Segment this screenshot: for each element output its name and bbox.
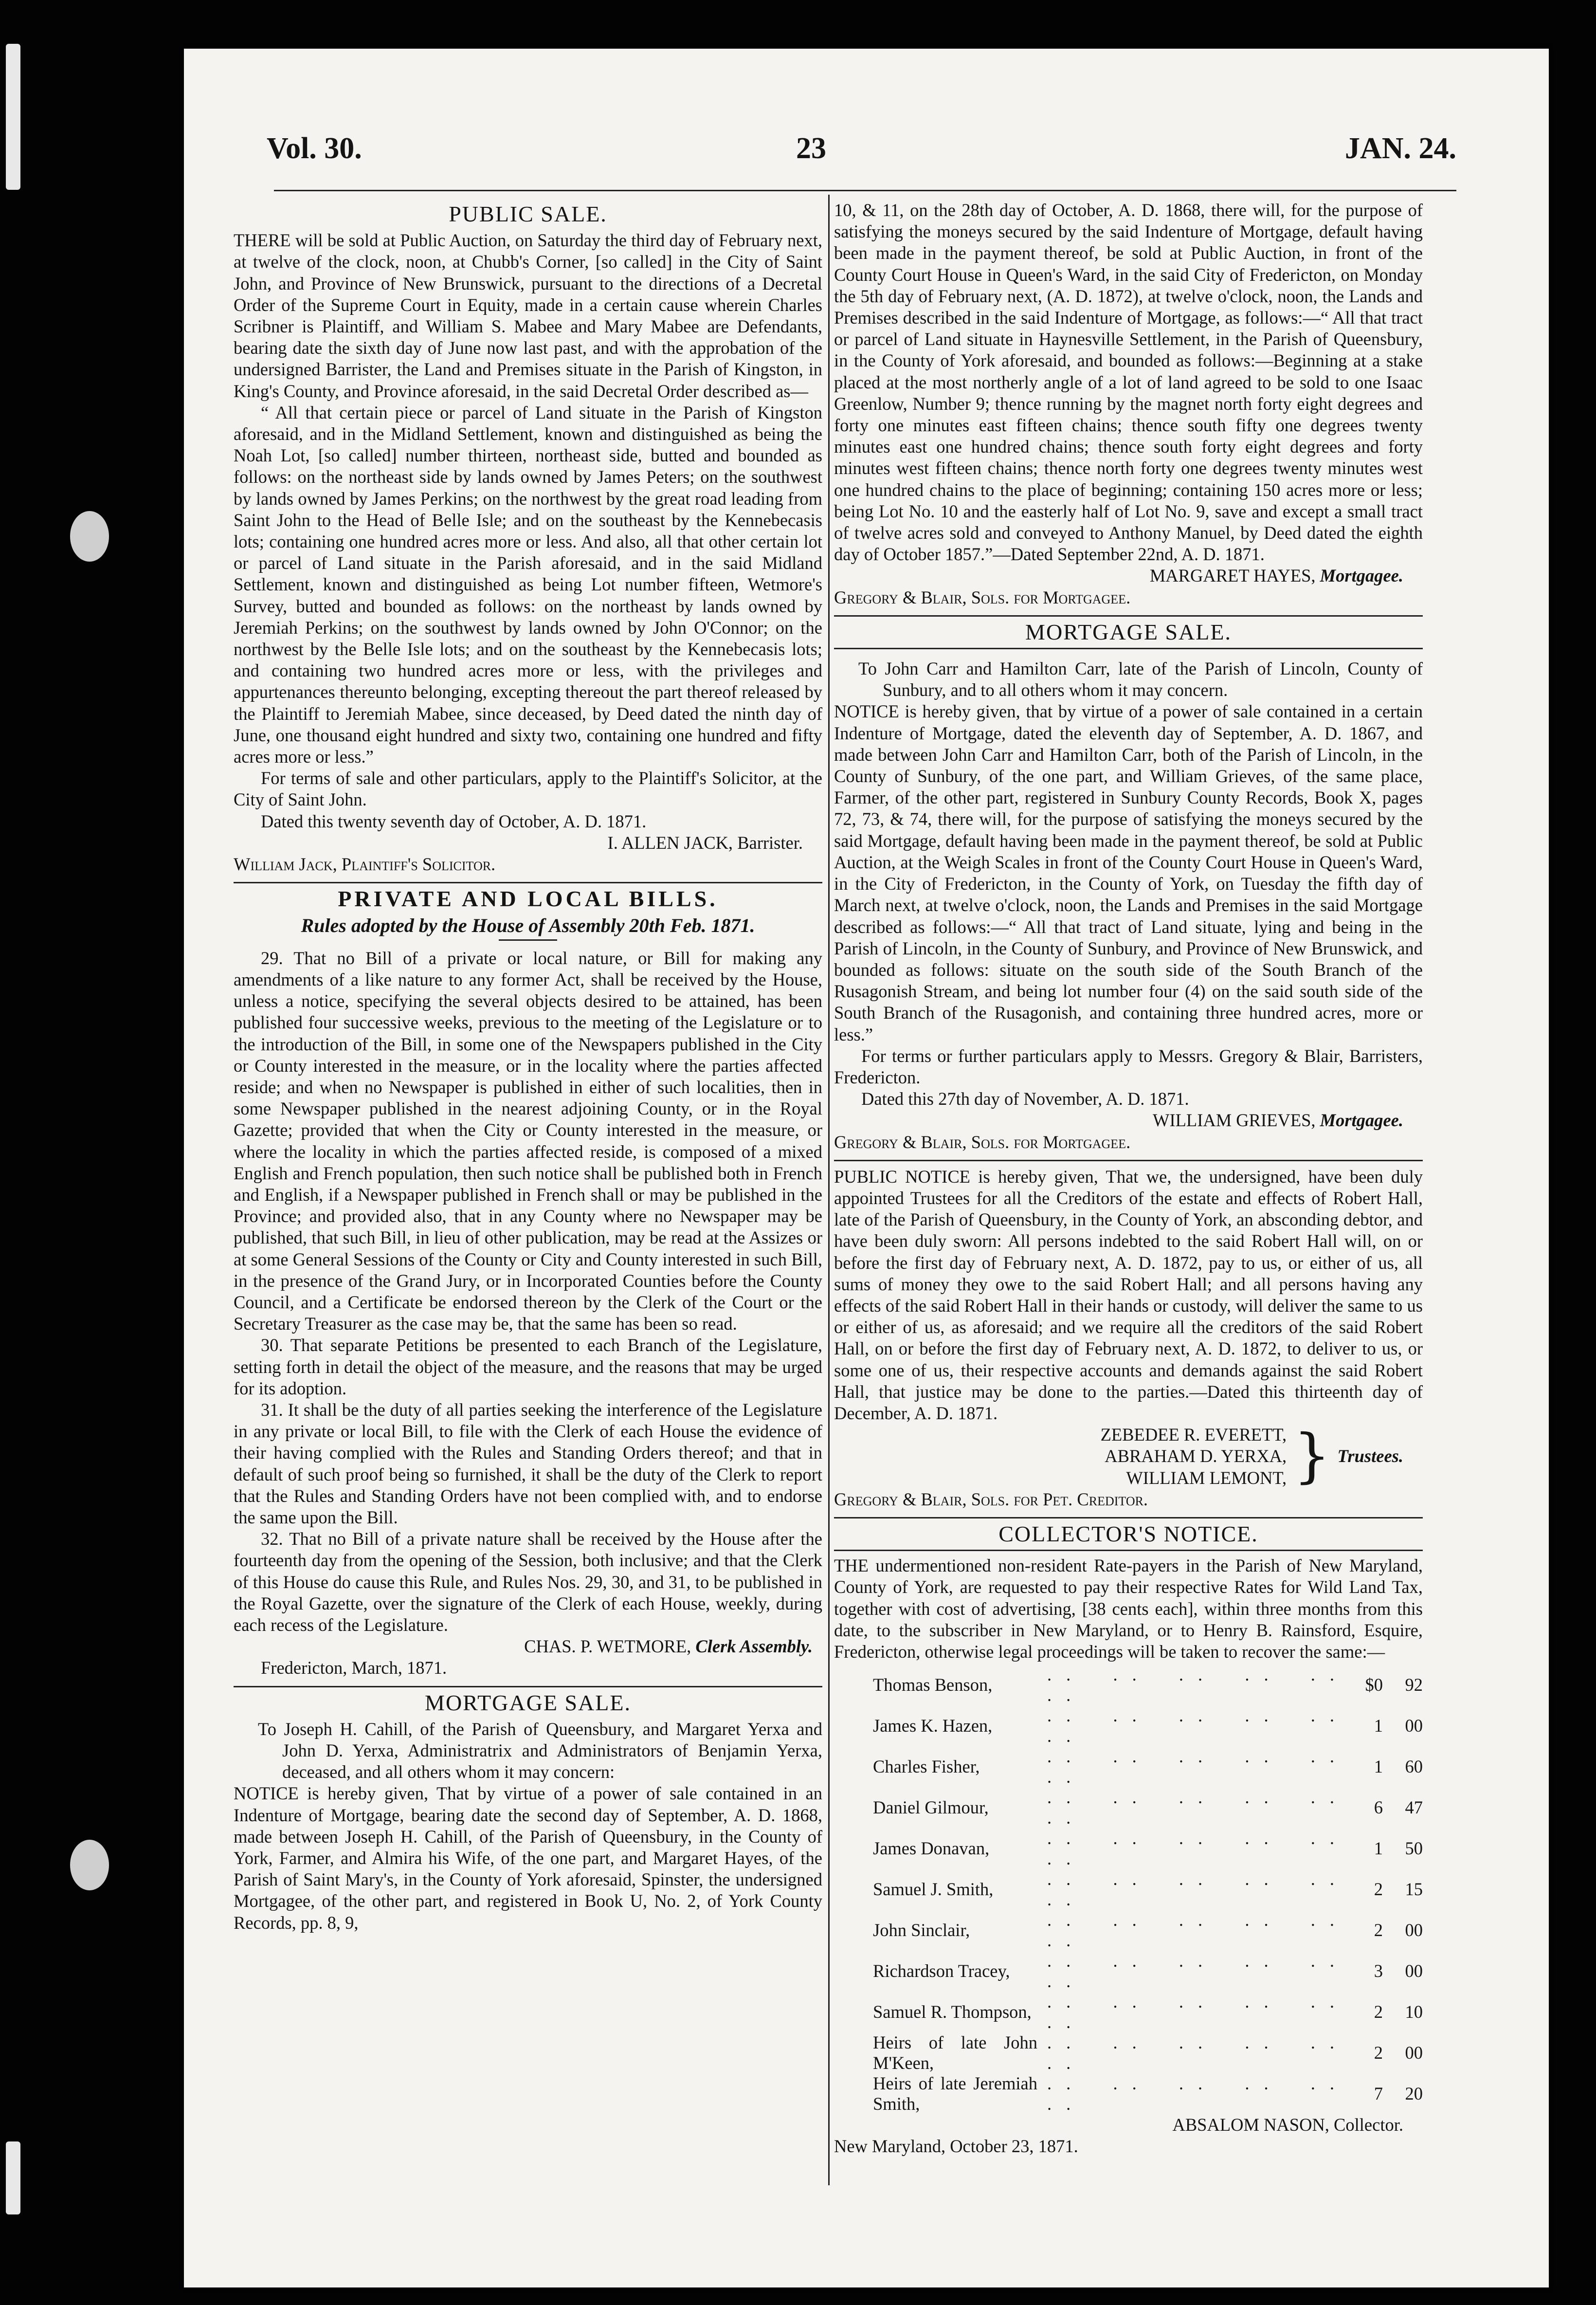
rate-dollars: 1	[1374, 1716, 1383, 1736]
rate-cents: 00	[1405, 1920, 1423, 1940]
ratepayer-row	[873, 2073, 1423, 2114]
ratepayer-name: Samuel J. Smith,	[873, 1879, 994, 1900]
ratepayer-name: Heirs of late John M'Keen,	[873, 2032, 1037, 2073]
ratepayer-name: James K. Hazen,	[873, 1716, 993, 1736]
signer-name: CHAS. P. WETMORE,	[524, 1636, 691, 1657]
notice-body: THERE will be sold at Public Auction, on Saturday the third day of February next, at twelve of the clock, noon, at Chubb's Corner, [so called] in the City of Saint John, and Province of New Brunswick, pursuant to the directions of a Decretal Order of the Supreme Court in Equity, made in a certain cause wherein Charles Scribner is Plaintiff, and William S. Mabee and Mary Mabee are Defendants, bearing date the sixth day of June now last past, and with the approbation of the undersigned Barrister, the Land and Premises situate in the Parish of Kingston, in King's County, and Province aforesaid, in the said Decretal Order described as—	[234, 230, 822, 401]
private-bills-notice	[234, 888, 822, 1679]
film-edge-mark	[6, 2141, 20, 2214]
rule-31: 31. It shall be the duty of all parties seeking the interference of the Legislature in any private or local Bill, to file with the Clerk of each House the evidence of their having complied with the Rules and Standing Orders thereof; and that in default of such proof being so furnished, it shall be the duty of the Clerk to report that the Rules and Standing Orders have not been complied with, and to endorse the same upon the Bill.	[234, 1399, 822, 1527]
mortgage-sale-notice	[834, 619, 1423, 1153]
rate-cents: 00	[1405, 1716, 1423, 1736]
dot-leader: .. .. .. .. .. ..	[1047, 2073, 1349, 2114]
dot-leader: .. .. .. .. .. ..	[1047, 1828, 1349, 1869]
section-rule	[834, 648, 1423, 649]
section-rule	[234, 882, 822, 883]
notice-body: PUBLIC NOTICE is hereby given, That we, the undersigned, have been duly appointed Trustees for all the Creditors of the estate and effects of Robert Hall, late of the Parish of Queensbury, in the County of York, an absconding debtor, and have been duly sworn: All persons indebted to the said Robert Hall will, on or before the first day of February next, A. D. 1872, pay to us, or either of us, all sums of money they owe to the said Robert Hall; and all persons having any effects of the said Robert Hall in their hands or custody, will deliver the same to us or either of us, as aforesaid; and we require all the creditors of the said Robert Hall, on or before the first day of February next, A. D. 1872, to deliver to us, or some one of us, their respective accounts and demands against the said Robert Hall, that justice may be done to the parties.—Dated this thirteenth day of December, A. D. 1871.	[834, 1166, 1423, 1423]
brace-glyph: }	[1293, 1422, 1331, 1490]
ratepayer-name: James Donavan,	[873, 1838, 990, 1859]
collectors-notice	[834, 1523, 1423, 2158]
ratepayer-row	[873, 1828, 1423, 1869]
notice-address: To John Carr and Hamilton Carr, late of the Parish of Lincoln, County of Sunbury, and to all others whom it may concern.	[858, 659, 1423, 700]
signer-role: Mortgagee.	[1320, 566, 1403, 586]
solicitor-line: William Jack, Plaintiff's Solicitor.	[234, 854, 496, 875]
rate-cents: 50	[1405, 1838, 1423, 1859]
ratepayer-row	[873, 1705, 1423, 1746]
ratepayer-table	[873, 1665, 1423, 2114]
notice-body: NOTICE is hereby given, that by virtue of a power of sale contained in a certain Indenture of Mortgage, dated the eleventh day of September, A. D. 1867, and made between John Carr and Hamilton Carr, both of the Parish of Lincoln, in the County of Sunbury, of the one part, and William Grieves, of the same place, Farmer, of the other part, registered in Sunbury County Records, Book X, pages 72, 73, & 74, there will, for the purpose of satisfying the moneys secured by the said Mortgage, default having been made in the payment thereof, be sold at Public Auction, at the Weigh Scales in front of the County Court House in Queen's Ward, in the City of Fredericton, in the County of York, on Tuesday the fifth day of March next, at twelve o'clock, noon, the Lands and Premises in the said Mortgage described as follows:—“ All that tract of Land situate, lying and being in the Parish of Lincoln, in the County of Sunbury, and Province of New Brunswick, and bounded as follows: situate on the south side of the South Branch of the Rusagonish Stream, and being lot number four (4) on the said south side of the South Branch of the Rusagonish, and containing three hundred acres, more or less.”	[834, 701, 1423, 1044]
rate-dollars: 2	[1374, 2043, 1383, 2063]
dot-leader: .. .. .. .. .. ..	[1047, 1992, 1349, 2032]
rate-cents: 00	[1405, 2043, 1423, 2063]
place-date-line: Fredericton, March, 1871.	[261, 1658, 447, 1678]
ratepayer-name: Thomas Benson,	[873, 1675, 993, 1695]
ratepayer-row	[873, 1665, 1423, 1705]
mortgage-sale-continued	[834, 200, 1423, 608]
trustees-role: Trustees.	[1337, 1446, 1403, 1466]
section-rule	[834, 615, 1423, 617]
rate-cents: 10	[1405, 2002, 1423, 2022]
dot-leader: .. .. .. .. .. ..	[1047, 2032, 1349, 2073]
property-description: “ All that certain piece or parcel of Land situate in the Parish of Kingston aforesaid, and in the Midland Settlement, known and distinguished as being the Noah Lot, [so called] number thirteen, northeast side, butted and bounded as follows: on the northeast side by lands owned by James Peters; on the southwest by lands owned by James Perkins; on the northwest by the great road leading from Saint John to the Head of Belle Isle; and on the southeast by the Kennebecasis lots; containing one hundred acres more or less. And also, all that other certain lot or parcel of Land situate in the Parish aforesaid, and in the said Midland Settlement, known and distinguished as being Lot number fifteen, Wetmore's Survey, butted and bounded as follows: on the northeast by lands owned by Jeremiah Perkins; on the southwest by lands owned by John O'Connor; on the northwest by the Belle Isle lots; and on the southeast by the Kennebecasis lots; and containing two hundred acres more or less, with the privileges and appurtenances thereunto belonging, excepting thereout the part thereof released by the Plaintiff to Jeremiah Mabee, since deceased, by Deed dated the ninth day of June, one thousand eight hundred and sixty two, containing one hundred and fifty acres more or less.”	[234, 402, 822, 767]
notice-body: 10, & 11, on the 28th day of October, A. D. 1868, there will, for the purpose of satisfying the moneys secured by the said Indenture of Mortgage, default having been made in the payment thereof, be sold at Public Auction, in front of the County Court House in Queen's Ward, in the said City of Fredericton, on Monday the 5th day of February next, (A. D. 1872), at twelve o'clock, noon, the Lands and Premises described in the said Indenture of Mortgage, as follows:—“ All that tract or parcel of Land situate in Haynesville Settlement, in the Parish of Queensbury, in the County of York aforesaid, and bounded as follows:—Beginning at a stake placed at the most northerly angle of a lot of land agreed to be sold to one Isaac Greenlow, Number 9; thence running by the magnet north forty eight degrees and forty one minutes east fifteen chains; thence south fifty one degrees twenty minutes east one hundred chains; thence south forty eight degrees and forty minutes west fifteen chains; thence north forty one degrees twenty minutes west one hundred chains to the place of beginning; containing 150 acres more or less; being Lot No. 10 and the easterly half of Lot No. 9, save and except a small tract of twelve acres sold and conveyed to Anthony Manuel, by Deed dated the eighth day of October 1857.”—Dated September 22nd, A. D. 1871.	[834, 200, 1423, 565]
signature	[234, 1636, 822, 1657]
ratepayer-row	[873, 1992, 1423, 2032]
rate-cents: 92	[1405, 1675, 1423, 1695]
ratepayer-name: Richardson Tracey,	[873, 1961, 1010, 1981]
section-rule	[234, 1686, 822, 1687]
section-title: PUBLIC SALE.	[449, 201, 607, 226]
rate-cents: 20	[1405, 2084, 1423, 2104]
rate-cents: 47	[1405, 1797, 1423, 1818]
mortgage-sale-notice	[234, 1692, 822, 1934]
dot-leader: .. .. .. .. .. ..	[1047, 1665, 1349, 1705]
dot-leader: .. .. .. .. .. ..	[1047, 1787, 1349, 1828]
dot-leader: .. .. .. .. .. ..	[1047, 1951, 1349, 1992]
rate-dollars: 6	[1374, 1797, 1383, 1818]
header-rule	[274, 190, 1456, 191]
dated-line: Dated this 27th day of November, A. D. 1871.	[861, 1089, 1189, 1109]
ratepayer-row	[873, 1746, 1423, 1787]
rate-dollars: 2	[1374, 1920, 1383, 1940]
trustee-name: WILLIAM LEMONT,	[1126, 1467, 1287, 1488]
volume-number: Vol. 30.	[267, 132, 362, 165]
signature	[834, 1110, 1423, 1131]
punch-hole	[70, 511, 109, 562]
section-rule	[834, 1550, 1423, 1551]
signature	[834, 565, 1423, 586]
ratepayer-name: Samuel R. Thompson,	[873, 2002, 1032, 2022]
ratepayer-name: Heirs of late Jeremiah Smith,	[873, 2073, 1037, 2114]
public-sale-notice	[234, 203, 822, 875]
left-column	[234, 200, 822, 1934]
dated-line: Dated this twenty seventh day of October, A. D. 1871.	[261, 811, 647, 831]
rate-dollars: 1	[1374, 1838, 1383, 1859]
issue-date: JAN. 24.	[1344, 132, 1456, 165]
ratepayer-row	[873, 2032, 1423, 2073]
signer-name: MARGARET HAYES,	[1149, 566, 1316, 586]
rule-32: 32. That no Bill of a private nature shall be received by the House after the fourteenth day from the opening of the Session, both inclusive; and that the Clerk of this House do cause this Rule, and Rules Nos. 29, 30, and 31, to be published in the Royal Gazette, over the signature of the Clerk of each House, weekly, during each recess of the Legislature.	[234, 1529, 822, 1635]
solicitor-line: Gregory & Blair, Sols. for Pet. Creditor.	[834, 1489, 1148, 1509]
rate-dollars: 7	[1374, 2084, 1383, 2104]
signer-role: Mortgagee.	[1320, 1110, 1403, 1131]
dot-leader: .. .. .. .. .. ..	[1047, 1746, 1349, 1787]
page-number: 23	[796, 132, 826, 165]
rate-dollars: 3	[1374, 1961, 1383, 1981]
page-header	[184, 131, 1549, 190]
section-rule	[834, 1517, 1423, 1518]
rate-dollars: 2	[1374, 2002, 1383, 2022]
trustee-name: ABRAHAM D. YERXA,	[1105, 1446, 1287, 1466]
rule-29: 29. That no Bill of a private or local nature, or Bill for making any amendments of a like nature to any former Act, shall be received by the House, unless a notice, specifying the several objects desired to be attained, has been published four successive weeks, previous to the meeting of the Legislature or to the introduction of the Bill, in some one of the Newspapers published in the City or County interested in the measure, or in the locality where the parties affected reside; and when no Newspaper is published in either of such localities, then in some Newspaper published in the nearest adjoining County, or in the Royal Gazette; provided that when the City or County interested in the measure, or where the locality in which the parties affected reside, is composed of a mixed English and French population, then such notice shall be published both in French and English, if a Newspaper published in French shall or may be published in the Province; and provided also, that in any County where no Newspaper may be published, that such Bill, in lieu of other publication, may be read at the Assizes or at some General Sessions of the County or City and County interested in such Bill, in the presence of the Grand Jury, or in Incorporated Counties before the County Council, and a Certificate be endorsed thereon by the Clerk of the Court or the Secretary Treasurer as the case may be, that the same has been so read.	[234, 948, 822, 1334]
signer-role: Barrister.	[737, 832, 803, 853]
dot-leader: .. .. .. .. .. ..	[1047, 1705, 1349, 1746]
collector-signature: ABSALOM NASON, Collector.	[1172, 2115, 1403, 2135]
trustees-signature	[834, 1424, 1423, 1489]
signer-role: Clerk Assembly.	[695, 1636, 813, 1657]
notice-body: THE undermentioned non-resident Rate-payers in the Parish of New Maryland, County of York, are requested to pay their respective Rates for Wild Land Tax, together with cost of advertising, [38 cents each], within three months from this date, to the subscriber in New Maryland, or to Henry B. Rainsford, Esquire, Fredericton, otherwise legal proceedings will be taken to recover the same:—	[834, 1555, 1423, 1662]
ratepayer-name: Charles Fisher,	[873, 1756, 980, 1777]
rate-cents: 60	[1405, 1756, 1423, 1777]
signer-name: I. ALLEN JACK,	[607, 832, 733, 853]
ratepayer-name: Daniel Gilmour,	[873, 1797, 989, 1818]
ratepayer-row	[873, 1910, 1423, 1951]
section-title: MORTGAGE SALE.	[1025, 619, 1232, 644]
solicitor-line: Gregory & Blair, Sols. for Mortgagee.	[834, 1132, 1131, 1152]
signature	[234, 832, 822, 854]
terms-text: For terms or further particulars apply to Messrs. Gregory & Blair, Barristers, Fredericton.	[834, 1045, 1423, 1087]
newspaper-page	[184, 49, 1549, 2287]
public-notice-trustees	[834, 1166, 1423, 1510]
column-divider	[828, 195, 830, 2185]
film-edge-mark	[6, 44, 20, 190]
place-date-line: New Maryland, October 23, 1871.	[834, 2136, 1078, 2157]
notice-address: To Joseph H. Cahill, of the Parish of Queensbury, and Margaret Yerxa and John D. Yerxa, Administratrix and Administrators of Benjamin Yerxa, deceased, and all others whom it may concern:	[258, 1719, 822, 1782]
right-column	[834, 200, 1423, 2158]
rate-dollars: 2	[1374, 1879, 1383, 1900]
section-title: MORTGAGE SALE.	[425, 1690, 631, 1715]
ratepayer-name: John Sinclair,	[873, 1920, 970, 1940]
dot-leader: .. .. .. .. .. ..	[1047, 1869, 1349, 1910]
punch-hole	[70, 1840, 109, 1890]
short-rule	[499, 939, 557, 941]
ratepayer-row	[873, 1869, 1423, 1910]
rate-cents: 15	[1405, 1879, 1423, 1900]
trustee-name: ZEBEDEE R. EVERETT,	[1100, 1425, 1287, 1445]
section-title: COLLECTOR'S NOTICE.	[998, 1521, 1258, 1546]
rate-dollars: $0	[1365, 1675, 1383, 1695]
ratepayer-row	[873, 1951, 1423, 1992]
rate-dollars: 1	[1374, 1756, 1383, 1777]
section-rule	[834, 1160, 1423, 1161]
section-title: PRIVATE AND LOCAL BILLS.	[338, 886, 718, 912]
rate-cents: 00	[1405, 1961, 1423, 1981]
section-subtitle: Rules adopted by the House of Assembly 20th Feb. 1871.	[301, 914, 755, 936]
notice-body: NOTICE is hereby given, That by virtue of a power of sale contained in an Indenture of Mortgage, bearing date the second day of September, A. D. 1868, made between Joseph H. Cahill, of the Parish of Queensbury, in the County of York, Farmer, and Almira his Wife, of the one part, and Margaret Hayes, of the Parish of Saint Mary's, in the County of York aforesaid, Spinster, the undersigned Mortgagee, of the other part, and registered in Book U, No. 2, of York County Records, pp. 8, 9,	[234, 1783, 822, 1933]
rule-30: 30. That separate Petitions be presented to each Branch of the Legislature, setting forth in detail the object of the measure, and the reasons that may be urged for its adoption.	[234, 1335, 822, 1398]
terms-text: For terms of sale and other particulars, apply to the Plaintiff's Solicitor, at the City of Saint John.	[234, 768, 822, 810]
solicitor-line: Gregory & Blair, Sols. for Mortgagee.	[834, 587, 1131, 607]
dot-leader: .. .. .. .. .. ..	[1047, 1910, 1349, 1951]
ratepayer-row	[873, 1787, 1423, 1828]
signer-name: WILLIAM GRIEVES,	[1153, 1110, 1316, 1131]
